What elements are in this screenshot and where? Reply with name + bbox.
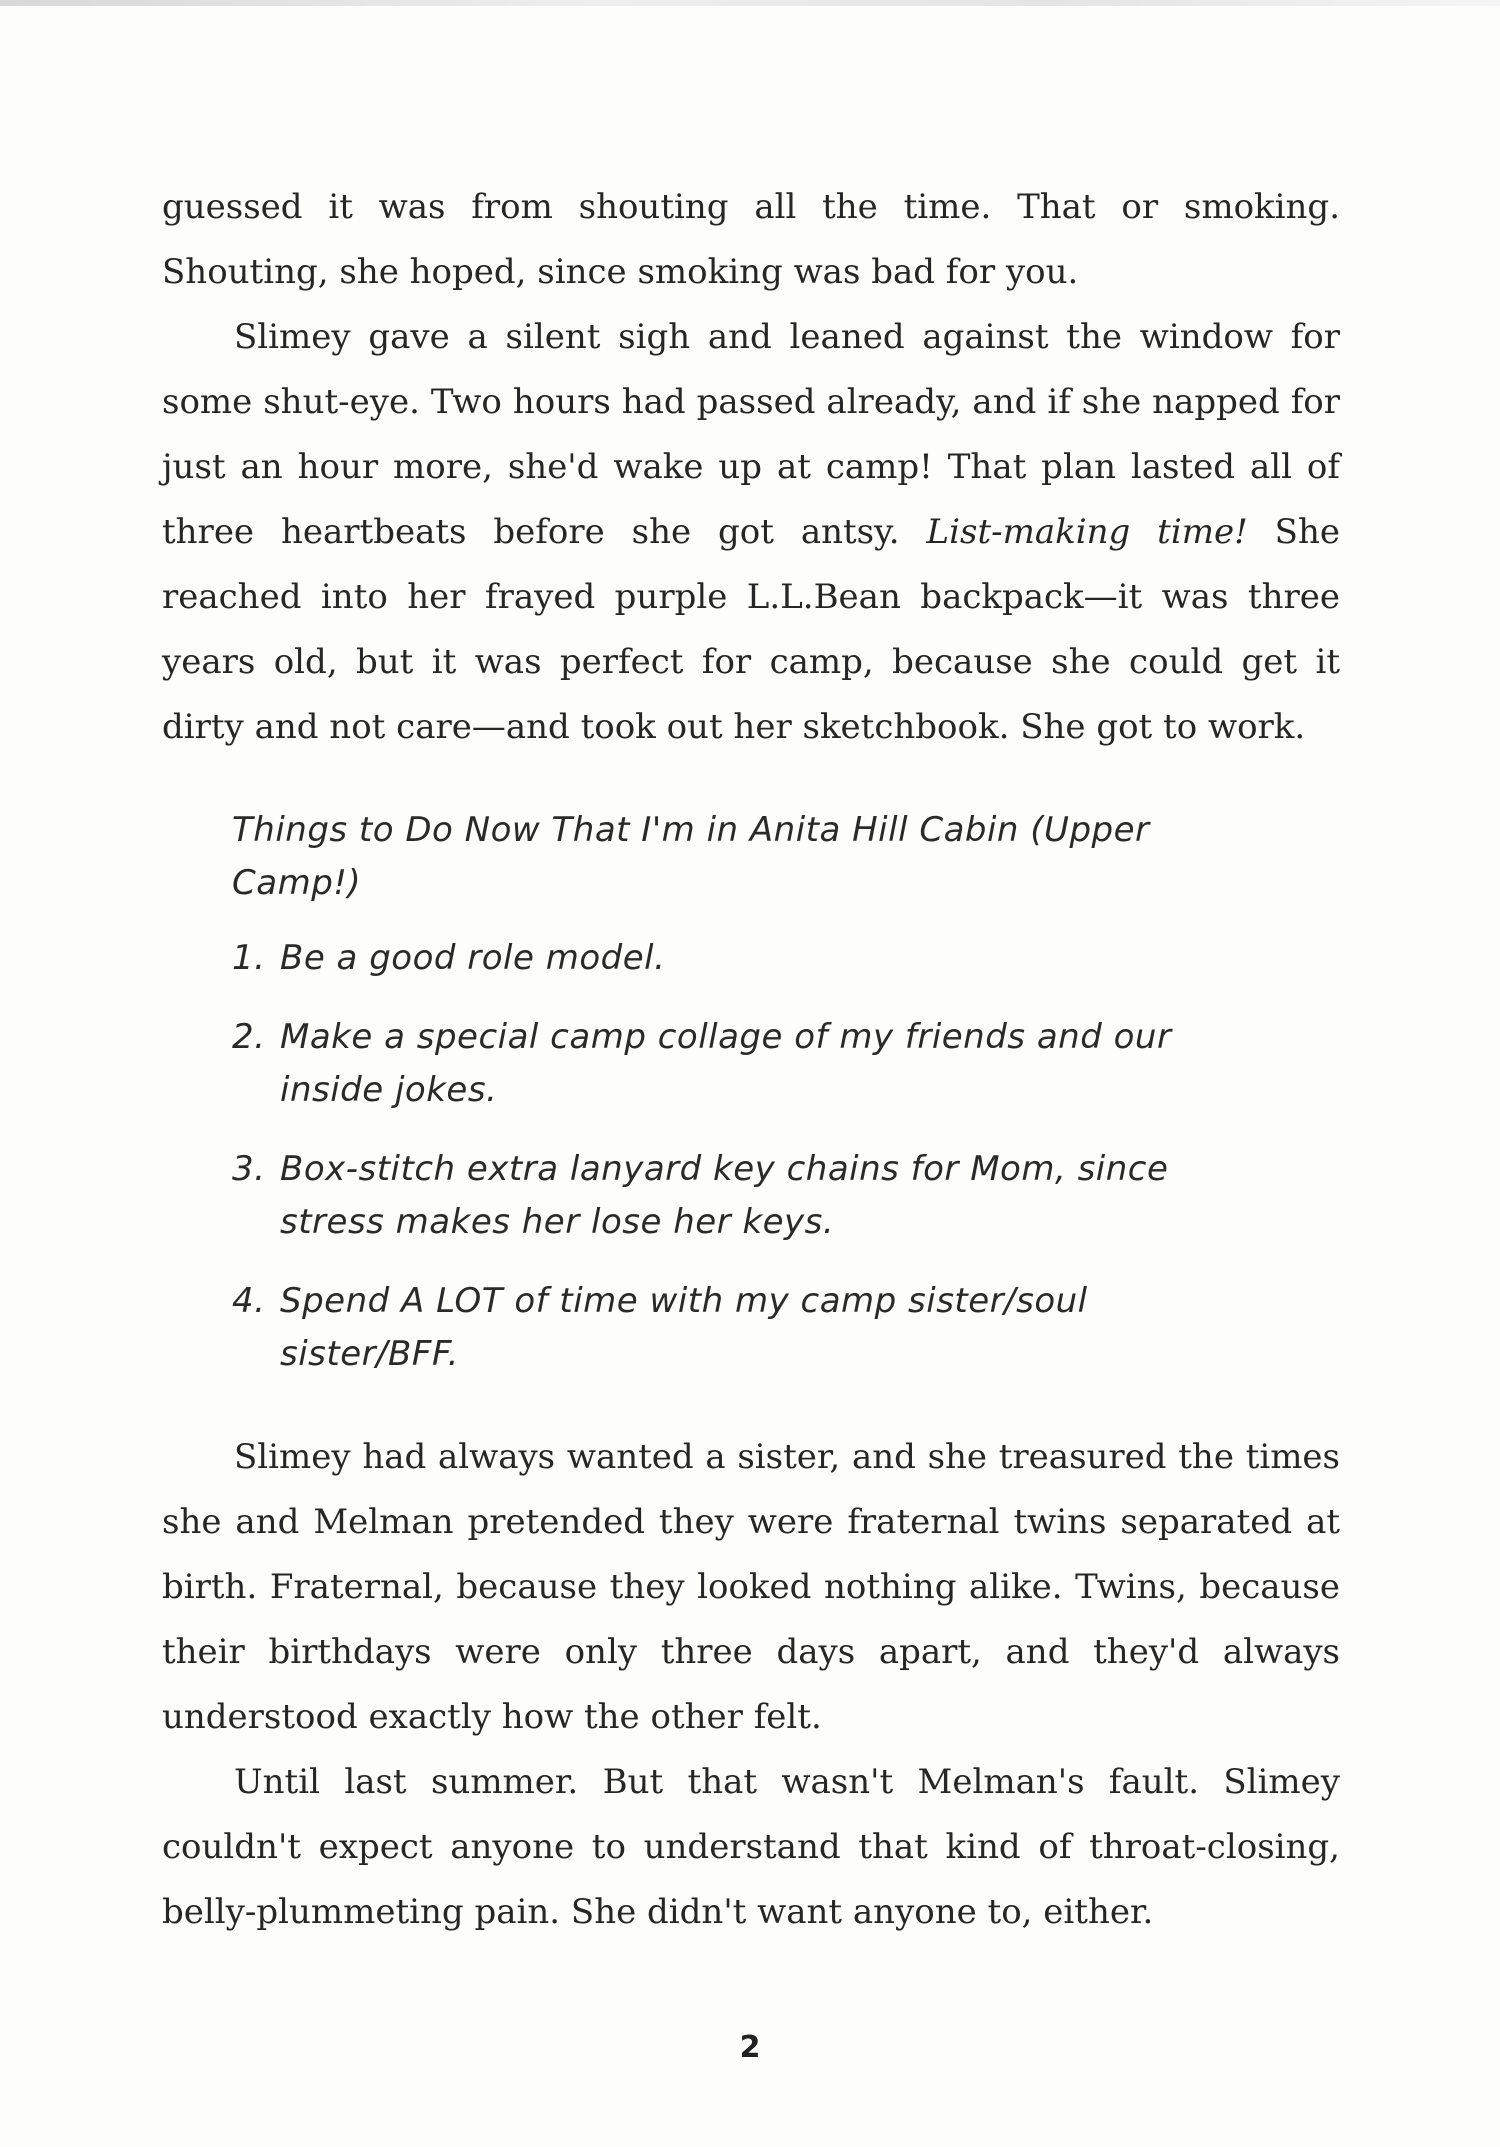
- italic-list-making-time: List-making time!: [926, 512, 1248, 552]
- list-item-text: Spend A LOT of time with my camp sister/soul sister/BFF.: [280, 1281, 1088, 1374]
- paragraph-text-before-italic: Slimey gave a silent sigh and leaned against the window for some shut-eye. Two hours had passed already, and if she napped for just an hour more, she'd wake up at camp! That plan lasted all of three heartbeats before she got antsy.: [162, 317, 1340, 552]
- page-number: 2: [739, 2030, 761, 2065]
- list-item-number: 2.: [232, 1017, 266, 1057]
- list-item-text: Box-stitch extra lanyard key chains for Mom, since stress makes her lose her keys.: [280, 1149, 1169, 1242]
- handwritten-list: [232, 804, 1242, 1381]
- list-item-text: Be a good role model.: [280, 938, 666, 978]
- list-item: [232, 1143, 1242, 1249]
- paragraph-last-summer: Until last summer. But that wasn't Melman's fault. Slimey couldn't expect anyone to understand that kind of throat-closing, belly-plummeting pain. She didn't want anyone to, either.: [162, 1762, 1340, 1932]
- list-title: Things to Do Now That I'm in Anita Hill Cabin (Upper Camp!): [232, 810, 1150, 903]
- paragraph-text-after-italic: She reached into her frayed purple L.L.Bean backpack—it was three years old, but it was perfect for camp, because she could get it dirty and not care—and took out her sketchbook. She got to work.: [162, 512, 1340, 747]
- paragraph-continuation: guessed it was from shouting all the time. That or smoking. Shouting, she hoped, since smoking was bad for you.: [162, 187, 1340, 292]
- page-body: [162, 175, 1340, 1945]
- paragraph-sister: Slimey had always wanted a sister, and she treasured the times she and Melman pretended they were fraternal twins separated at birth. Fraternal, because they looked nothing alike. Twins, because their birthdays were only three days apart, and they'd always understood exactly how the other felt.: [162, 1437, 1340, 1737]
- list-item: [232, 932, 1242, 985]
- list-item-number: 3.: [232, 1149, 266, 1189]
- list-item-number: 4.: [232, 1281, 266, 1321]
- list-item-text: Make a special camp collage of my friends and our inside jokes.: [280, 1017, 1172, 1110]
- paragraph-list-making: [162, 305, 1340, 760]
- list-item: [232, 1275, 1242, 1381]
- list-item-number: 1.: [232, 938, 266, 978]
- list-item: [232, 1011, 1242, 1117]
- page-top-edge: [0, 0, 1500, 6]
